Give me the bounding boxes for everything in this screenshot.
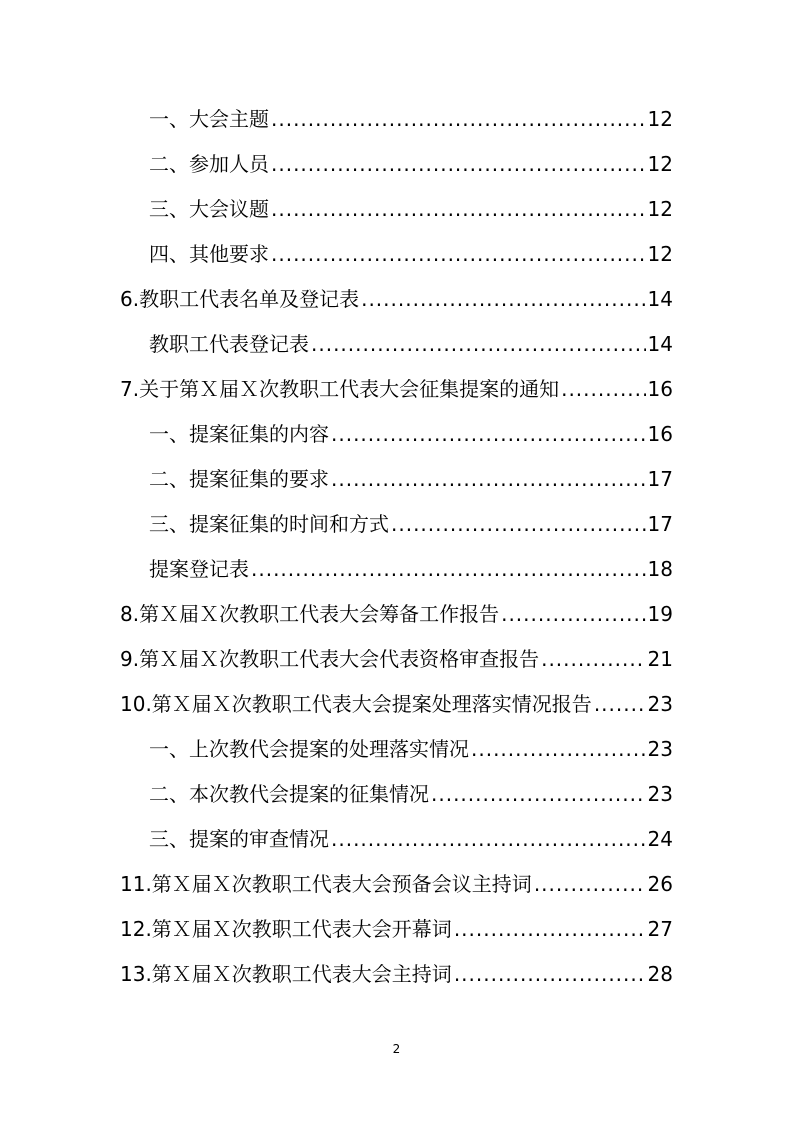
toc-dot-leader xyxy=(501,592,645,637)
toc-entry[interactable] xyxy=(120,97,673,142)
toc-entry[interactable] xyxy=(120,862,673,907)
toc-entry-page: 23 xyxy=(647,692,673,716)
toc-entry-title: 教职工代表登记表 xyxy=(149,332,309,356)
toc-entry[interactable] xyxy=(120,187,673,232)
toc-entry[interactable] xyxy=(120,232,673,277)
toc-entry[interactable] xyxy=(120,367,673,412)
toc-entry-title: 一、提案征集的内容 xyxy=(149,422,329,446)
toc-dot-leader xyxy=(331,457,646,502)
toc-entry-title: 12.第Ｘ届Ｘ次教职工代表大会开幕词 xyxy=(120,917,452,941)
toc-dot-leader xyxy=(271,187,646,232)
toc-entry-page: 21 xyxy=(647,647,673,671)
toc-entry-page: 27 xyxy=(647,917,673,941)
toc-dot-leader xyxy=(541,637,645,682)
toc-entry-page: 28 xyxy=(647,962,673,986)
toc-entry-title: 10.第Ｘ届Ｘ次教职工代表大会提案处理落实情况报告 xyxy=(120,692,592,716)
toc-dot-leader xyxy=(251,547,646,592)
toc-entry-page: 23 xyxy=(647,737,673,761)
toc-dot-leader xyxy=(331,817,646,862)
toc-dot-leader xyxy=(271,97,646,142)
page-number: 2 xyxy=(392,1042,401,1056)
toc-entry-page: 24 xyxy=(647,827,673,851)
toc-entry-title: 二、本次教代会提案的征集情况 xyxy=(149,782,429,806)
toc-entry-page: 18 xyxy=(647,557,673,581)
toc-dot-leader xyxy=(561,367,645,412)
toc-entry-page: 12 xyxy=(647,107,673,131)
toc-entry-page: 19 xyxy=(647,602,673,626)
toc-entry-page: 14 xyxy=(647,332,673,356)
toc-entry[interactable] xyxy=(120,277,673,322)
toc-entry[interactable] xyxy=(120,322,673,367)
toc-entry-title: 四、其他要求 xyxy=(149,242,269,266)
toc-entry[interactable] xyxy=(120,457,673,502)
toc-entry[interactable] xyxy=(120,817,673,862)
toc-dot-leader xyxy=(271,142,646,187)
toc-dot-leader xyxy=(454,907,646,952)
toc-entry-title: 二、参加人员 xyxy=(149,152,269,176)
toc-entry-title: 6.教职工代表名单及登记表 xyxy=(120,287,360,311)
toc-entry-page: 26 xyxy=(647,872,673,896)
toc-entry-title: 11.第Ｘ届Ｘ次教职工代表大会预备会议主持词 xyxy=(120,872,532,896)
toc-entry[interactable] xyxy=(120,142,673,187)
table-of-contents xyxy=(120,97,673,997)
toc-entry-page: 12 xyxy=(647,197,673,221)
toc-entry-page: 23 xyxy=(647,782,673,806)
toc-entry-title: 三、大会议题 xyxy=(149,197,269,221)
toc-entry-page: 16 xyxy=(647,422,673,446)
toc-dot-leader xyxy=(331,412,646,457)
toc-entry-title: 三、提案的审查情况 xyxy=(149,827,329,851)
toc-entry-page: 14 xyxy=(647,287,673,311)
toc-entry-title: 二、提案征集的要求 xyxy=(149,467,329,491)
toc-entry-title: 提案登记表 xyxy=(149,557,249,581)
toc-entry[interactable] xyxy=(120,772,673,817)
toc-entry-page: 17 xyxy=(647,512,673,536)
toc-entry-title: 13.第Ｘ届Ｘ次教职工代表大会主持词 xyxy=(120,962,452,986)
toc-entry[interactable] xyxy=(120,727,673,772)
toc-entry[interactable] xyxy=(120,682,673,727)
toc-dot-leader xyxy=(594,682,646,727)
toc-dot-leader xyxy=(271,232,646,277)
toc-entry-title: 一、大会主题 xyxy=(149,107,269,131)
toc-entry[interactable] xyxy=(120,547,673,592)
toc-entry[interactable] xyxy=(120,592,673,637)
toc-entry[interactable] xyxy=(120,637,673,682)
toc-entry-page: 12 xyxy=(647,152,673,176)
toc-dot-leader xyxy=(391,502,646,547)
toc-entry-title: 一、上次教代会提案的处理落实情况 xyxy=(149,737,469,761)
toc-entry[interactable] xyxy=(120,412,673,457)
toc-entry-page: 16 xyxy=(647,377,673,401)
toc-entry-title: 7.关于第Ｘ届Ｘ次教职工代表大会征集提案的通知 xyxy=(120,377,560,401)
toc-dot-leader xyxy=(311,322,646,367)
toc-entry-title: 三、提案征集的时间和方式 xyxy=(149,512,389,536)
toc-entry-page: 17 xyxy=(647,467,673,491)
toc-dot-leader xyxy=(361,277,645,322)
toc-entry[interactable] xyxy=(120,502,673,547)
toc-entry-page: 12 xyxy=(647,242,673,266)
toc-dot-leader xyxy=(454,952,646,997)
toc-entry-title: 9.第Ｘ届Ｘ次教职工代表大会代表资格审查报告 xyxy=(120,647,540,671)
toc-entry[interactable] xyxy=(120,952,673,997)
toc-dot-leader xyxy=(534,862,646,907)
toc-dot-leader xyxy=(431,772,646,817)
toc-entry-title: 8.第Ｘ届Ｘ次教职工代表大会筹备工作报告 xyxy=(120,602,500,626)
toc-dot-leader xyxy=(471,727,646,772)
toc-entry[interactable] xyxy=(120,907,673,952)
